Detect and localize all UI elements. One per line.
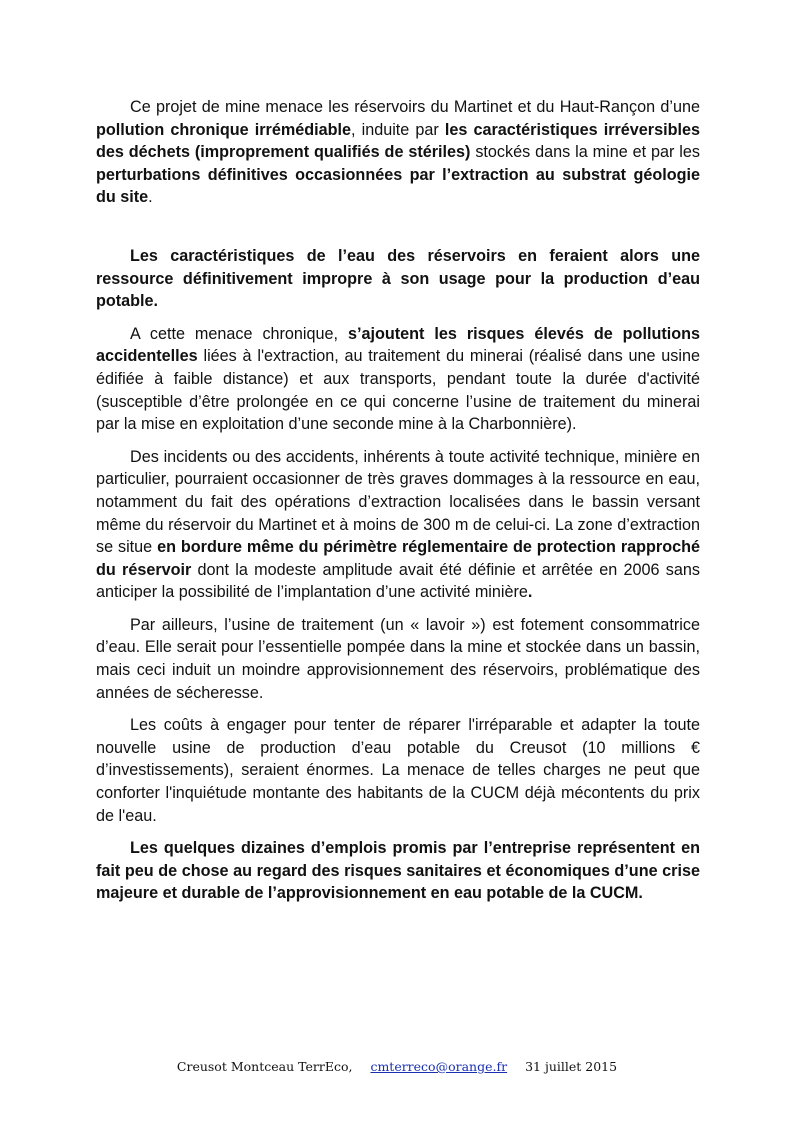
bold-text-run: perturbations définitives occasionnées par l’extraction au substrat géologie du site xyxy=(96,165,700,207)
paragraph xyxy=(96,245,700,313)
text-run: A cette menace chronique, xyxy=(130,324,348,343)
footer-organization: Creusot Montceau TerrEco, xyxy=(176,1059,353,1074)
paragraph xyxy=(96,323,700,436)
text-run: Par ailleurs, l’usine de traitement (un « lavoir ») est fotement consommatrice d’eau. Elle serait pour l’essentielle pompée dans la mine et stockée dans un bassin, mais ceci induit un moindre approvisionnement des réservoirs, problématique des années de sécheresse. xyxy=(96,615,700,702)
text-run: . xyxy=(148,188,153,207)
bold-text-run: Les quelques dizaines d’emplois promis par l’entreprise représentent en fait peu de chose au regard des risques sanitaires et économiques d’une crise majeure et durable de l’approvisionnement en eau potable de la CUCM. xyxy=(96,839,700,903)
paragraph xyxy=(96,614,700,704)
document-body xyxy=(96,96,700,915)
bold-text-run: en bordure même du périmètre réglementaire de protection rapproché du réservoir xyxy=(96,538,700,579)
text-run: Les coûts à engager pour tenter de réparer l'irréparable et adapter la toute nouvelle usine de production d’eau potable du Creusot (10 millions € d’investissements), seraient énormes. La menace de telles charges ne peut que conforter l'inquiétude montante des habitants de la CUCM déjà mécontents du prix de l'eau. xyxy=(96,716,700,825)
text-run: Des incidents ou des accidents, inhérents à toute activité technique, minière en particulier, pourraient occasionner de très graves dommages à la ressource en eau, notamment du fait des opérations d’extraction localisées dans le bassin versant même du réservoir du Martinet et à moins de 300 m de celui-ci. La zone d’extraction se situe xyxy=(96,447,700,557)
paragraph xyxy=(96,96,700,209)
paragraph xyxy=(96,837,700,905)
page-footer xyxy=(0,1059,794,1074)
text-run: dont la modeste amplitude avait été définie et arrêtée en 2006 sans anticiper la possibilité de l’implantation d’une activité minière xyxy=(96,560,700,602)
paragraph xyxy=(96,714,700,827)
bold-text-run: pollution chronique irrémédiable xyxy=(96,120,352,139)
text-run: , induite par xyxy=(351,120,445,139)
paragraph xyxy=(96,446,700,604)
bold-text-run: . xyxy=(527,583,533,602)
footer-date: 31 juillet 2015 xyxy=(525,1059,618,1074)
text-run: stockés dans la mine et par les xyxy=(470,143,700,162)
footer-email-link[interactable]: cmterreco@orange.fr xyxy=(370,1059,508,1074)
text-run: Ce projet de mine menace les réservoirs du Martinet et du Haut-Rançon d’une xyxy=(130,98,700,116)
text-run: liées à l'extraction, au traitement du minerai (réalisé dans une usine édifiée à faible distance) et aux transports, pendant toute la durée d'activité (susceptible d’être prolongée en ce qui concerne l’usine de traitement du minerai par la mise en exploitation d’une seconde mine à la Charbonnière). xyxy=(96,347,700,434)
bold-text-run: s’ajoutent les risques élevés de pollutions accidentelles xyxy=(96,324,700,366)
bold-text-run: les caractéristiques irréversibles des déchets (improprement qualifiés de stériles) xyxy=(96,120,700,162)
bold-text-run: Les caractéristiques de l’eau des réservoirs en feraient alors une ressource définitivement impropre à son usage pour la production d’eau potable. xyxy=(96,246,700,311)
